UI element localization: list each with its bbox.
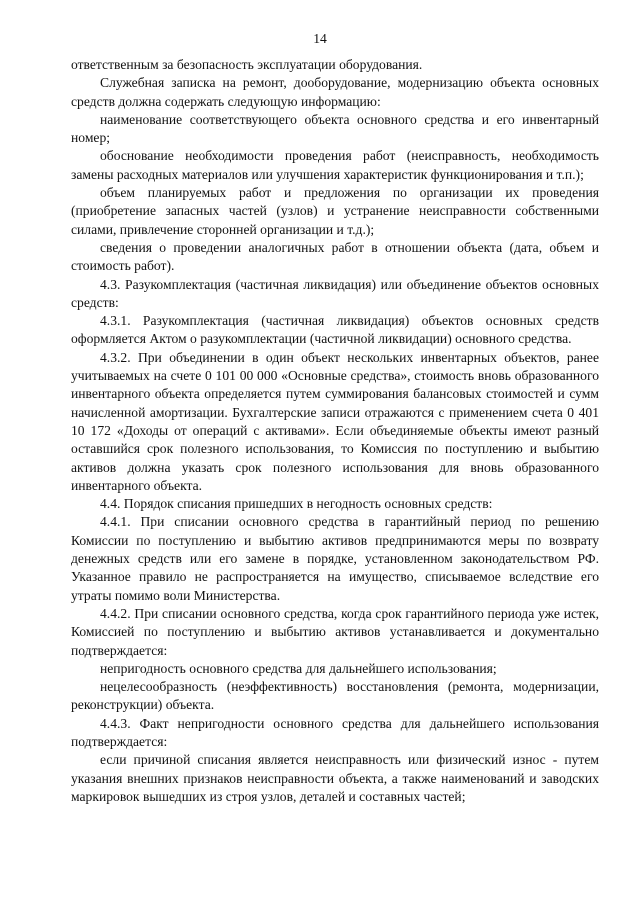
paragraph: 4.3.2. При объединении в один объект нескольких инвентарных объектов, ранее учитываемых на счете 0 101 00 000 «Основные средства», стоимость вновь образованного инвентарного объекта определяется путем суммирования балансовых стоимостей и сумм начисленной амортизации. Бухгалтерские записи отражаются с применением счета 0 401 10 172 «Доходы от операций с активами». Если объединяемые объекты имеют разный оставшийся срок полезного использования, то Комиссия по поступлению и выбытию активов должна указать срок полезного использования для вновь образованного инвентарного объекта. bbox=[71, 349, 599, 493]
paragraph: Служебная записка на ремонт, дооборудование, модернизацию объекта основных средств должна содержать следующую информацию: bbox=[71, 75, 599, 109]
document-body bbox=[71, 56, 599, 806]
paragraph: обоснование необходимости проведения работ (неисправность, необходимость замены расходных материалов или улучшения характеристик функционирования и т.п.); bbox=[71, 148, 599, 182]
paragraph: наименование соответствующего объекта основного средства и его инвентарный номер; bbox=[71, 111, 599, 146]
page-number: 14 bbox=[313, 31, 327, 46]
section-heading: 4.3. Разукомплектация (частичная ликвидация) или объединение объектов основных средств: bbox=[71, 276, 599, 310]
paragraph: если причиной списания является неисправность или физический износ - путем указания внешних признаков неисправности объекта, а также наименований и заводских маркировок вышедших из строя узлов, деталей и составных частей; bbox=[71, 752, 599, 804]
paragraph: 4.4.3. Факт непригодности основного средства для дальнейшего использования подтверждается: bbox=[71, 715, 599, 749]
paragraph: ответственным за безопасность эксплуатации оборудования. bbox=[71, 57, 423, 72]
section-heading: 4.4. Порядок списания пришедших в негодность основных средств: bbox=[100, 496, 493, 512]
paragraph: нецелесообразность (неэффективность) восстановления (ремонта, модернизации, реконструкции) объекта. bbox=[71, 679, 599, 713]
paragraph: объем планируемых работ и предложения по организации их проведения (приобретение запасных частей (узлов) и устранение неисправности собственными силами, привлечение сторонней организации и т.д.); bbox=[71, 185, 599, 237]
paragraph: непригодность основного средства для дальнейшего использования; bbox=[100, 660, 497, 676]
paragraph: сведения о проведении аналогичных работ в отношении объекта (дата, объем и стоимость работ). bbox=[71, 239, 599, 274]
paragraph: 4.4.1. При списании основного средства в гарантийный период по решению Комиссии по поступлению и выбытию активов предпринимаются меры по возврату денежных средств или его замене в порядке, установленном законодательством РФ. Указанное правило не распространяется на имущество, списываемое вследствие его утраты помимо воли Министерства. bbox=[71, 514, 599, 603]
paragraph: 4.4.2. При списании основного средства, когда срок гарантийного периода уже истек, Комиссией по поступлению и выбытию активов устанавливается и документально подтверждается: bbox=[71, 605, 599, 658]
paragraph: 4.3.1. Разукомплектация (частичная ликвидация) объектов основных средств оформляется Актом о разукомплектации (частичной ликвидации) основного средства. bbox=[71, 313, 599, 347]
